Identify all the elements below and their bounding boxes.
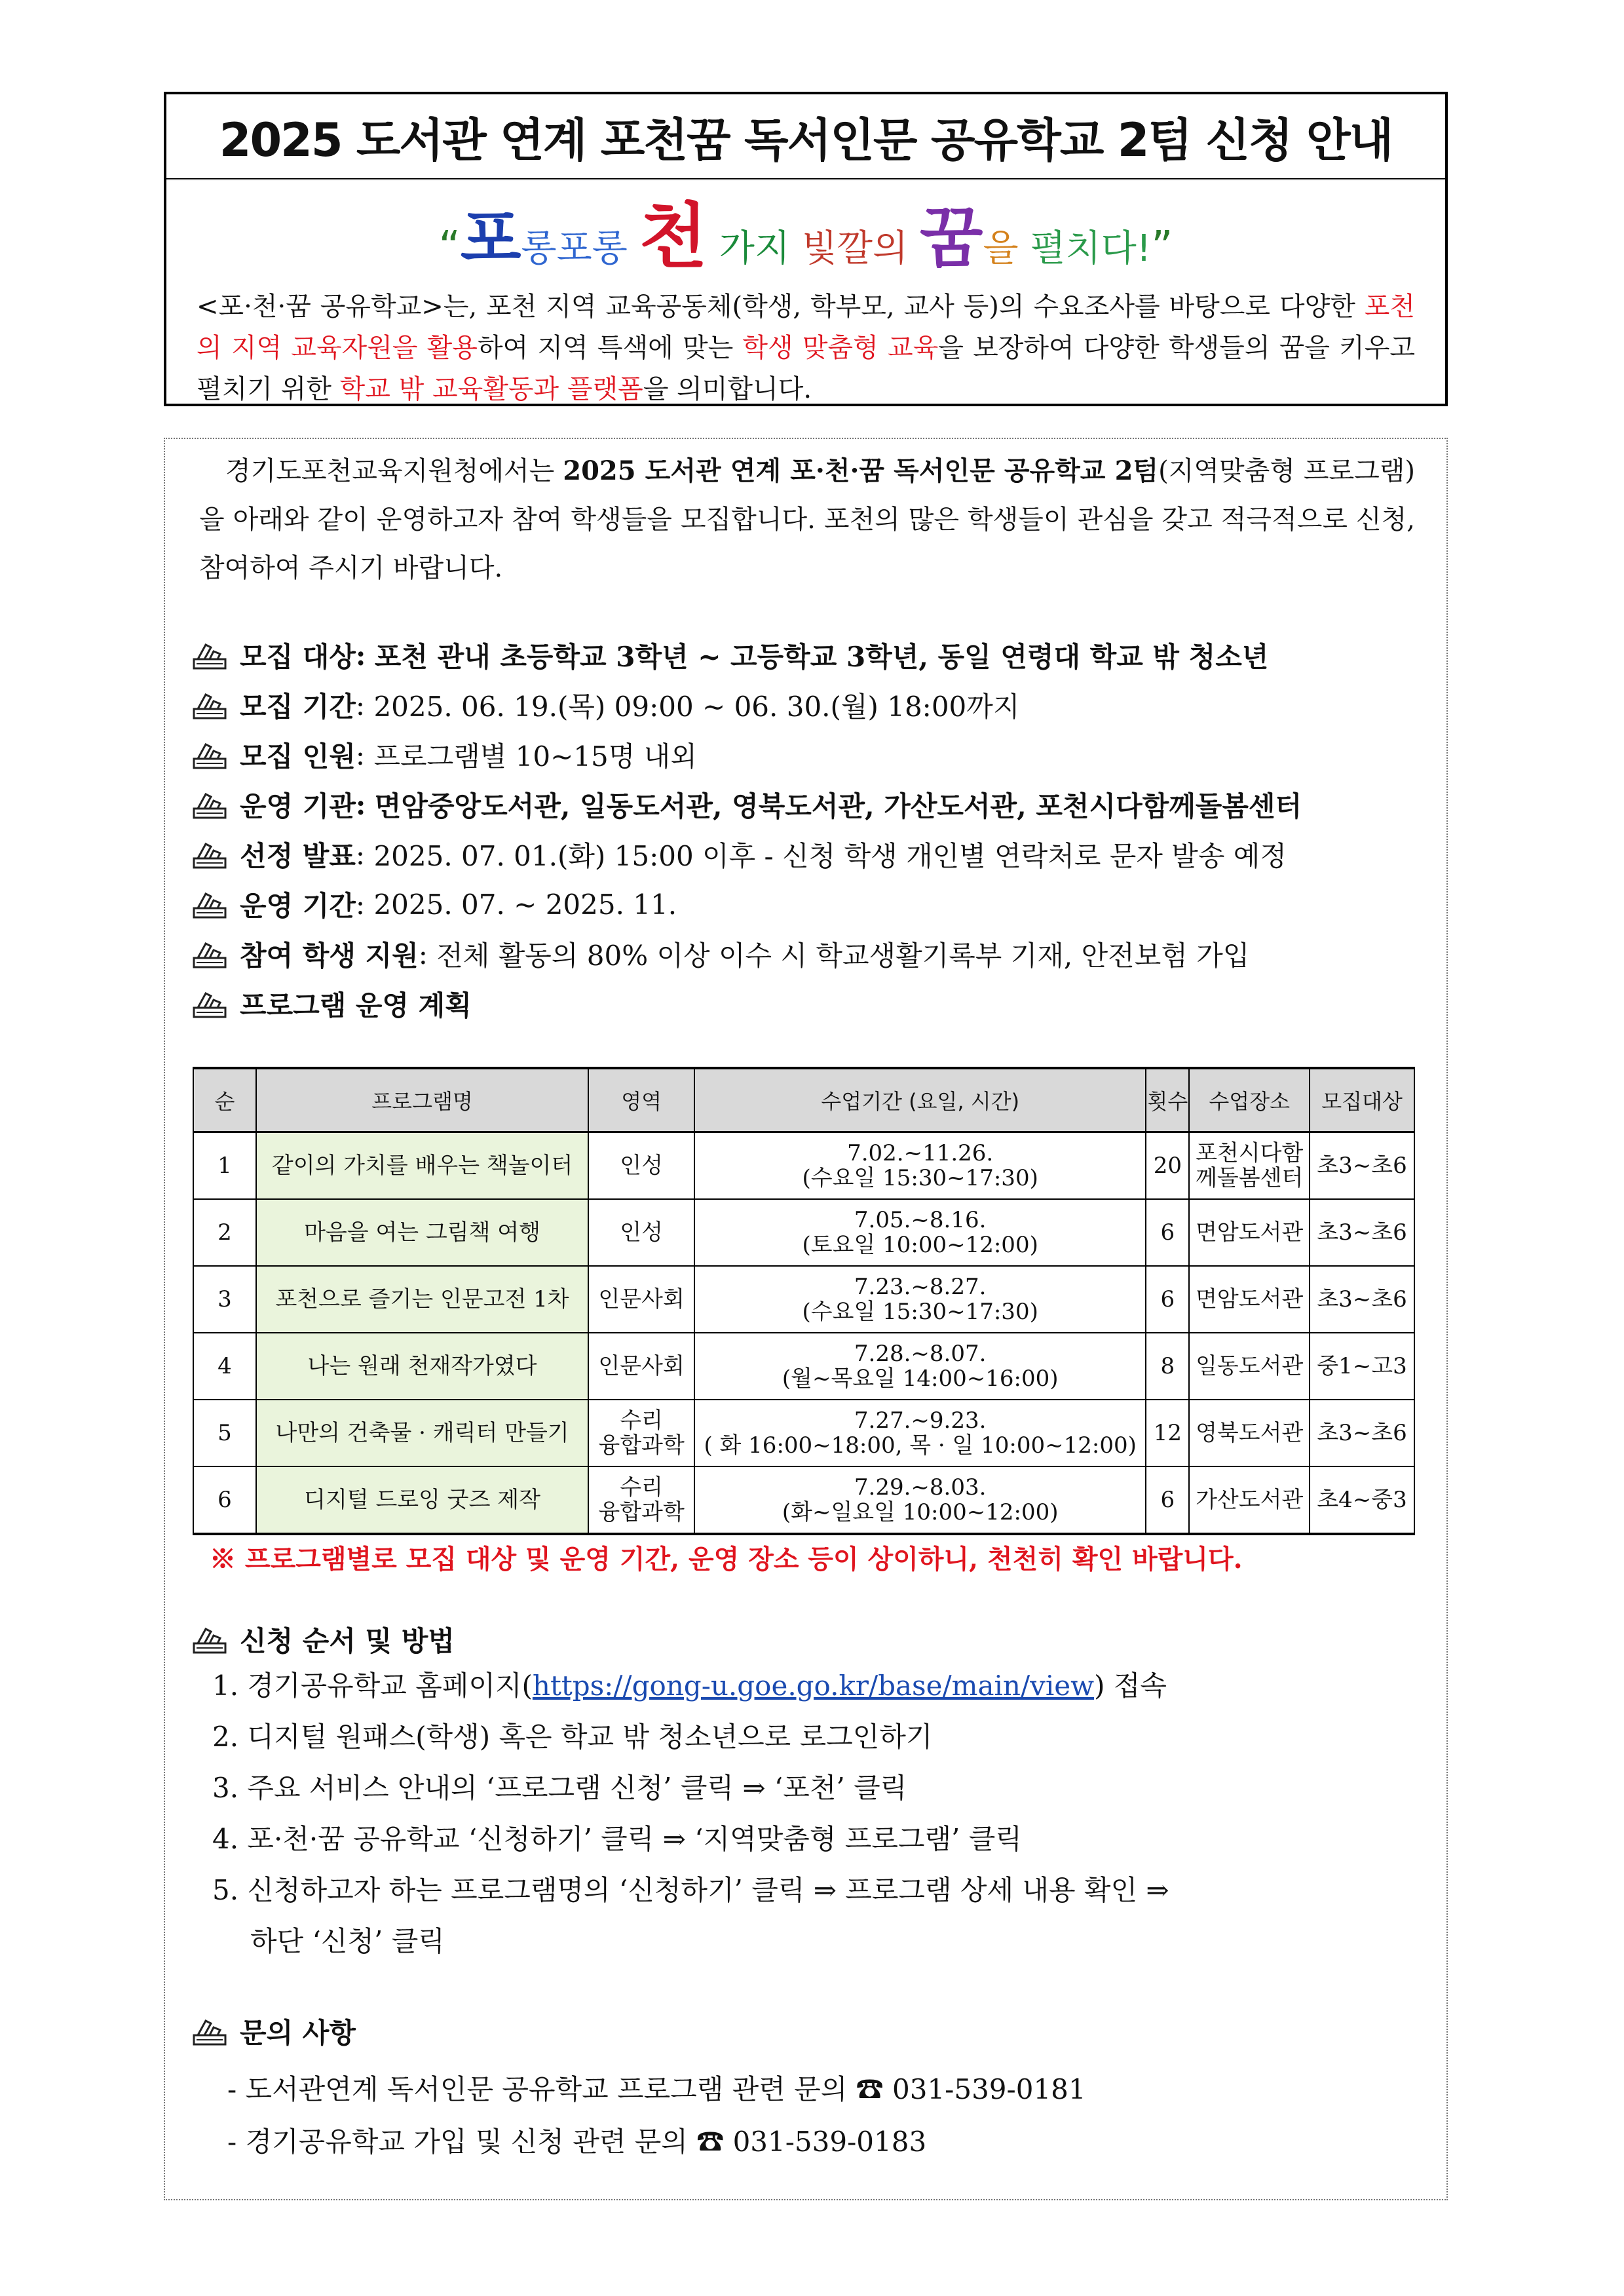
writing-hand-icon [191, 1624, 228, 1655]
info-count: 모집 인원 : 프로그램별 10~15명 내외 [191, 735, 697, 775]
slogan-open-quote: “ [438, 223, 461, 271]
col-header: 프로그램명 [256, 1068, 588, 1132]
apply-step-3: 3. 주요 서비스 안내의 ‘프로그램 신청’ 클릭 ⇒ ‘포천’ 클릭 [212, 1772, 907, 1804]
content-box [164, 438, 1448, 2200]
writing-hand-icon [191, 2016, 228, 2047]
lead-paragraph: 경기도포천교육지원청에서는 2025 도서관 연계 포·천·꿈 독서인문 공유학교 2텀(지역맞춤형 프로그램)을 아래와 같이 운영하고자 참여 학생들을 모집합니다. 포천의 많은 학생들이 관심을 갖고 적극적으로 신청, 참여하여 주시기 바랍니다. [199, 455, 1415, 583]
writing-hand-icon [191, 739, 228, 771]
slogan: “포롱포롱 천 가지 빛깔의 꿈을 펼치다!” [438, 196, 1173, 278]
col-header: 영역 [588, 1068, 694, 1132]
info-support: 참여 학생 지원 : 전체 활동의 80% 이상 이수 시 학교생활기록부 기재, 안전보험 가입 [191, 934, 1249, 974]
document-title: 2025 도서관 연계 포천꿈 독서인문 공유학교 2텀 신청 안내 [166, 94, 1445, 180]
writing-hand-icon [191, 640, 228, 671]
table-row: 4 나는 원래 천재작가였다 인문사회 7.28.~8.07. (월~목요일 14:00~16:00) 8 일동도서관 중1~고3 [193, 1333, 1414, 1400]
contact-sharing-school: - 경기공유학교 가입 및 신청 관련 문의 ☎ 031-539-0183 [227, 2126, 927, 2158]
info-target: 모집 대상 : 포천 관내 초등학교 3학년 ~ 고등학교 3학년, 동일 연령대 학교 밖 청소년 [191, 636, 1268, 675]
header-box [164, 92, 1448, 406]
writing-hand-icon [191, 889, 228, 920]
plan-heading: 프로그램 운영 계획 [191, 984, 472, 1024]
inquiry-heading: 문의 사항 [191, 2012, 356, 2051]
notice-text: ※ 프로그램별로 모집 대상 및 운영 기간, 운영 장소 등이 상이하니, 천천히 확인 바랍니다. [210, 1544, 1243, 1575]
contact-library: - 도서관연계 독서인문 공유학교 프로그램 관련 문의 ☎ 031-539-0181 [227, 2073, 1086, 2105]
col-header: 모집대상 [1310, 1068, 1414, 1132]
writing-hand-icon [191, 689, 228, 721]
col-header: 횟수 [1146, 1068, 1189, 1132]
table-row: 3 포천으로 즐기는 인문고전 1차 인문사회 7.23.~8.27. (수요일 15:30~17:30) 6 면암도서관 초3~초6 [193, 1266, 1414, 1333]
info-institutions: 운영 기관 : 면암중앙도서관, 일동도서관, 영북도서관, 가산도서관, 포천시다함께돌봄센터 [191, 785, 1302, 824]
writing-hand-icon [191, 988, 228, 1020]
table-row: 5 나만의 건축물 · 캐릭터 만들기 수리 융합과학 7.27.~9.23. ( 화 16:00~18:00, 목 · 일 10:00~12:00) 12 영북도서관 초3~초6 [193, 1400, 1414, 1466]
intro-paragraph: <포·천·꿈 공유학교>는, 포천 지역 교육공동체(학생, 학부모, 교사 등)의 수요조사를 바탕으로 다양한 포천의 지역 교육자원을 활용하여 지역 특색에 맞는 학생 맞춤형 교육을 보장하여 다양한 학생들의 꿈을 키우고 펼치기 위한 학교 밖 교육활동과 플랫폼을 의미합니다. [197, 292, 1416, 404]
col-header: 순 [193, 1068, 256, 1132]
table-row: 2 마음을 여는 그림책 여행 인성 7.05.~8.16. (토요일 10:00~12:00) 6 면암도서관 초3~초6 [193, 1199, 1414, 1266]
col-header: 수업기간 (요일, 시간) [694, 1068, 1146, 1132]
writing-hand-icon [191, 938, 228, 970]
col-header: 수업장소 [1189, 1068, 1310, 1132]
info-period: 모집 기간 : 2025. 06. 19.(목) 09:00 ~ 06. 30.(월) 18:00까지 [191, 685, 1019, 725]
info-operation-period: 운영 기간 : 2025. 07. ~ 2025. 11. [191, 885, 677, 924]
slogan-close-quote: ” [1151, 223, 1173, 271]
apply-heading: 신청 순서 및 방법 [191, 1620, 455, 1659]
apply-step-1: 1. 경기공유학교 홈페이지(https://gong-u.goe.go.kr/base/main/view) 접속 [212, 1670, 1167, 1702]
apply-step-2: 2. 디지털 원패스(학생) 혹은 학교 밖 청소년으로 로그인하기 [212, 1721, 933, 1753]
writing-hand-icon [191, 839, 228, 870]
apply-step-5-cont: 하단 ‘신청’ 클릭 [250, 1925, 445, 1957]
table-header-row [193, 1068, 1414, 1132]
apply-step-5: 5. 신청하고자 하는 프로그램명의 ‘신청하기’ 클릭 ⇒ 프로그램 상세 내용 확인 ⇒ [212, 1874, 1169, 1906]
writing-hand-icon [191, 789, 228, 820]
table-row: 6 디지털 드로잉 굿즈 제작 수리 융합과학 7.29.~8.03. (화~일요일 10:00~12:00) 6 가산도서관 초4~중3 [193, 1466, 1414, 1534]
table-row: 1 같이의 가치를 배우는 책놀이터 인성 7.02.~11.26. (수요일 15:30~17:30) 20 포천시다함 께돌봄센터 초3~초6 [193, 1132, 1414, 1200]
apply-step-4: 4. 포·천·꿈 공유학교 ‘신청하기’ 클릭 ⇒ ‘지역맞춤형 프로그램’ 클릭 [212, 1823, 1022, 1855]
info-announcement: 선정 발표 : 2025. 07. 01.(화) 15:00 이후 - 신청 학생 개인별 연락처로 문자 발송 예정 [191, 835, 1287, 874]
program-table [193, 1067, 1415, 1535]
homepage-link[interactable]: https://gong-u.goe.go.kr/base/main/view [532, 1670, 1095, 1702]
